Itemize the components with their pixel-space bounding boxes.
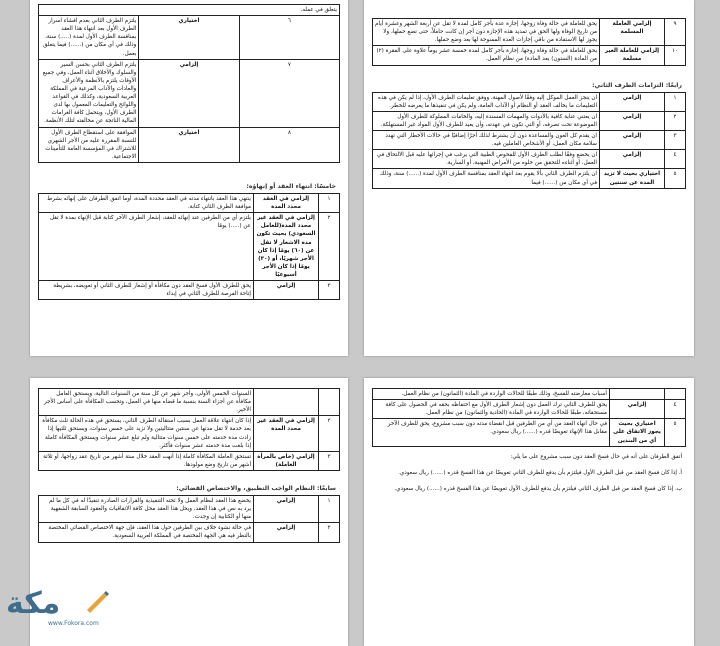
logo-url: www.Fokora.com: [48, 620, 99, 627]
table-row: [373, 400, 686, 419]
clause-type: إلزامي: [600, 150, 665, 169]
clause-text: يلتزم الطرف الثاني بعدم افشاء اسرار الطرف الأول بعد انتهاء هذا العقد بمنافسة الطرف الأول لمدة (.....) سنة، وذلك في أي مكان من (......) فيما يتعلق بعمل.: [39, 16, 139, 60]
row-number: ١: [319, 495, 340, 522]
section-title: رابعًا: التزامات الطرف الثاني:: [592, 81, 682, 89]
logo-text: مكة: [6, 586, 61, 621]
clause-type: إلزامي: [254, 523, 319, 542]
clause-a-paragraph: أ. إذا كان فسخ العقد من قبل الطرف الأول فيلتزم بأن يدفع للطرف الثاني تعويضًا عن هذا الفسخ قدره (......) ريال سعودي.: [398, 470, 682, 477]
table-row: [39, 127, 340, 162]
row-number: ٥: [665, 419, 686, 446]
document-page-bottom-right: [364, 378, 694, 646]
table-row: [373, 111, 686, 130]
table-row: [39, 416, 340, 451]
row-number: ١٠: [665, 46, 686, 65]
clause-text: ان يخضع وفقًا لطلب الطرف الأول للفحوص الطبية التي يرغب في إجرائها عليه قبل الالتحاق في العمل، أو أثناءه للتحقق من خلوه من الأمراض المهنية، أو السارية.: [373, 150, 600, 169]
table-row: [373, 150, 686, 169]
employee-obligations-table: [372, 92, 686, 189]
row-number: ٣: [319, 281, 340, 300]
row-number: ٧: [239, 59, 339, 127]
clause-type: اختياري بحيث يجوز الاتفاق على أي من البندين: [610, 419, 665, 446]
clause-text: ان يلتزم الطرف الثاني بألا يقوم بعد انتهاء العقد بمنافسة الطرف الأول لمدة (......) سنة، وذلك في أي مكان من (......) فيما: [373, 169, 600, 188]
clause-text: إذا كان انتهاء علاقة العمل بسبب استقالة الطرف الثاني، يستحق في هذه الحالة ثلث مكافأة بعد خدمة لا تقل مدتها عن سنتين متتاليتين ولا تزيد على خمس سنوات، ويستحق ثلثيها إذا زادت مدة خدمته على خمس سنوات متتالية ولم تبلغ عشر سنوات ويستحق المكافأة كاملة إذا بلغت مدة خدمته عشر سنوات فأكثر.: [39, 416, 254, 451]
clause-text: يلتزم أي من الطرفين عند إنهائه للعقد، إشعار الطرف الآخر كتابة قبل الإنهاء بمدة لا تقل عن (.....) يومًا: [39, 213, 254, 281]
clause-type: إلزامي: [600, 111, 665, 130]
row-number: ١: [319, 193, 340, 212]
table-row: [39, 451, 340, 470]
document-page-top-left: [30, 0, 348, 356]
jurisdiction-table: [38, 495, 340, 543]
clause-text: يحق للعاملة في حالة وفاة زوجها، إجازة عدة بأجر كامل لمدة لا تقل عن أربعة الشهر وعشرة أيام من تاريخ الوفاة ولها الحق في تمديد هذه الإجازة دون أجر إن كانت حاملاً، حتى تضع حملها، ولا يجوز لها الاستفادة من باقي إجازات العدة الممنوحة لها بعد وضع حملها.: [373, 19, 600, 46]
table-row: [39, 281, 340, 300]
row-number: ٢: [319, 213, 340, 281]
clause-type: إلزامي: [600, 92, 665, 111]
termination-table: [38, 193, 340, 300]
table-row: [39, 16, 340, 60]
clause-type: إلزامي العاملة المسلمة: [600, 19, 665, 46]
clause-type: إلزامي: [610, 400, 665, 419]
row-number: [665, 389, 686, 400]
table-row: [373, 169, 686, 188]
row-number: ٣: [665, 130, 686, 149]
row-number: ٢: [319, 523, 340, 542]
clause-text: أسباب معارضته للفسخ، وذلك طبقًا للحالات الواردة في المادة (الثمانون) من نظام العمل.: [373, 389, 610, 400]
clause-text: في حال انهاء العقد من أي من الطرفين قبل انقضاء مدته دون سبب مشروع، يحق للطرف الآخر مقابل هذا الإنهاء تعويضًا قدره (......) ريال سعودي.: [373, 419, 610, 446]
table-row: [373, 389, 686, 400]
clause-type: إلزامي: [254, 281, 319, 300]
document-page-top-right: [364, 0, 694, 356]
clause-type: إلزامي في العقد غير محدد المدة(للعامل السعودي) بحيث تكون مدة الاشعار لا تقل عن (٦٠) يومًا إذا كان الأجر شهريًا، أو (٣٠) يومًا إذا كان الأجر أسبوعيًا: [254, 213, 319, 281]
row-number: ٤: [665, 150, 686, 169]
table-row: [39, 213, 340, 281]
clause-text: ان ينجز العمل الموكل إليه وفقًا لأصول المهنة، ووفق تعليمات الطرف الأول، إذا لم يكن في هذه التعليمات ما يخالف العقد أو النظام أو الآداب العامة، ولم يكن في تنفيذها ما يعرضه للخطر.: [373, 92, 600, 111]
row-number: ٣: [319, 451, 340, 470]
table-row: يتعلق في عمله.: [39, 5, 340, 16]
clause-text: السنوات الخمس الأولى، وأجر شهر عن كل سنة من السنوات التالية، ويستحق العامل مكافأة عن أجزاء السنة بنسبة ما قضاه منها في العمل، وتحسب المكافأة على أساس الأجر الأخير.: [39, 389, 254, 416]
clause-text: يخضع هذا العقد لنظام العمل ولا ئحته التنفيذية والقرارات الصادرة تنفيذًا له في كل ما لم يرد به نص في هذا العقد، ويحل هذا العقد محل كافة الاتفاقيات والعقود السابقة الشفهية منها أو الكتابية إن وجدت.: [39, 495, 254, 522]
row-number: ٨: [239, 127, 339, 162]
table-row: [373, 130, 686, 149]
clause-text: تستحق العاملة المكافأة كاملة إذا أنهت العقد خلال ستة أشهر من تاريخ عقد زواجها، أو ثلاثة أشهر من تاريخ وضع مولودها.: [39, 451, 254, 470]
row-number: ٥: [665, 169, 686, 188]
clause-type: إلزامي: [139, 59, 239, 127]
clause-text: ان يعتني عناية كافية بالأدوات والمهمات المسندة إليه، والخامات المملوكة للطرف الأول الموضوعة تحت تصرفه، أو التي تكون في عهدته، وأن يعيد للطرف الأول المواد غير المستهلكة.: [373, 111, 600, 130]
row-number: ١: [665, 92, 686, 111]
table-row: [39, 495, 340, 522]
section-title: سابعًا: النظام الواجب التطبيق، والاختصاص القضائي:: [176, 484, 336, 492]
clause-text: يحق للطرف الثاني ترك العمل دون إشعار الطرف الأول مع احتفاظه بحقه في الحصول على كافة مستحقاته، طبقًا للحالات الواردة في المادة (الحادية والثمانون) من نظام العمل.: [373, 400, 610, 419]
clause-text: ينتهي هذا العقد بانتهاء مدته في العقد محددة المدة، أوما اتفق الطرفان على إنهائه بشرط موافقة الطرف الثاني كتابة.: [39, 193, 254, 212]
clause-text: يلتزم الطرف الثاني بحسن السير والسلوك والأخلاق أثناء العمل، وفي جميع الأوقات يلتزم بالأنظمة والأعراف والعادات والآداب المرعية في المملكة العربية السعودية، وكذلك في القواعد واللوائح والتعليمات المعمول بها لدى الطرف الأول، ويتحمل كافة الغرامات المالية الناتجة عن مخالفته لتلك الأنظمة.: [39, 59, 139, 127]
table-row: [373, 46, 686, 65]
clause-type: إلزامي: [600, 130, 665, 149]
table-row: [39, 193, 340, 212]
clause-type: [254, 389, 319, 416]
row-number: [319, 389, 340, 416]
row-number: ٢: [665, 111, 686, 130]
section-title: خامسًا: انتهاء العقد أو إنهاؤه:: [246, 182, 336, 190]
clause-type: إلزامي للعاملة الغير مسلمة: [600, 46, 665, 65]
row-number: ٦: [239, 16, 339, 60]
row-number: ٩: [665, 19, 686, 46]
agreement-paragraph: أتفق الطرفان على أنه في حال فسخ العقد دون سبب مشروع على ما يلي:: [510, 453, 682, 460]
clause-type: [610, 389, 665, 400]
table-row: [39, 59, 340, 127]
row-number: ٤: [665, 400, 686, 419]
end-of-service-table: [38, 388, 340, 471]
row-number: ٢: [319, 416, 340, 451]
clause-text: ان يقدم كل العون والمساعدة دون أن يشترط لذلك أجرًا إضافيًا في حالات الأخطار التي تهدد سلامة مكان العمل، أو الأشخاص العاملين فيه.: [373, 130, 600, 149]
clause-type: اختياري: [139, 16, 239, 60]
table-row: [39, 389, 340, 416]
clause-text: يحق للطرف الأول فسخ العقد دون مكافأة أو إشعار للطرف الثاني أو تعويضه، بشريطة إتاحة الفرصة للطرف الثاني في إبداء: [39, 281, 254, 300]
table-row: [373, 19, 686, 46]
table-row: [373, 419, 686, 446]
clause-type: إلزامي: [254, 495, 319, 522]
table-row: [39, 523, 340, 542]
clause-text: الموافقة على استقطاع الطرف الأول للنسبة المقررة عليه من الأجر الشهري للاشتراك في المؤسسة العامة للتأمينات الاجتماعية.: [39, 127, 139, 162]
site-logo: [6, 586, 116, 626]
clause-type: إلزامي في العقد غير محدد المدة: [254, 416, 319, 451]
pen-icon: [84, 588, 110, 614]
termination-compensation-table: [372, 388, 686, 447]
table-row: [373, 92, 686, 111]
clause-type: إلزامي في العقد محدد المدة: [254, 193, 319, 212]
clause-type: إلزامي (خاص بالمرأة العاملة): [254, 451, 319, 470]
leave-table: [372, 18, 686, 66]
clause-type: اختياري: [139, 127, 239, 162]
obligations-table: [38, 4, 340, 163]
clause-text: في حالة نشوء خلاف بين الطرفين حول هذا العقد، فإن جهة الاختصاص القضائي المختصة بالنظر فيه هي الجهة المختصة في المملكة العربية السعودية.: [39, 523, 254, 542]
clause-type: اختياري بحيث لا تزيد المدة عن سنتين: [600, 169, 665, 188]
clause-text: يحق للعاملة في حالة وفاة زوجها، إجازة بأجر كامل لمدة خمسة عشر يوماً علاوة على الفقرة (٢) من المادة (الستون) يعد المادة) من نظام العمل.: [373, 46, 600, 65]
clause-b-paragraph: ب. إذا كان فسخ العقد من قبل الطرف الثاني فيلتزم بأن يدفع للطرف الأول تعويضًا عن هذا الفسخ قدره (......) ريال سعودي.: [394, 486, 682, 493]
